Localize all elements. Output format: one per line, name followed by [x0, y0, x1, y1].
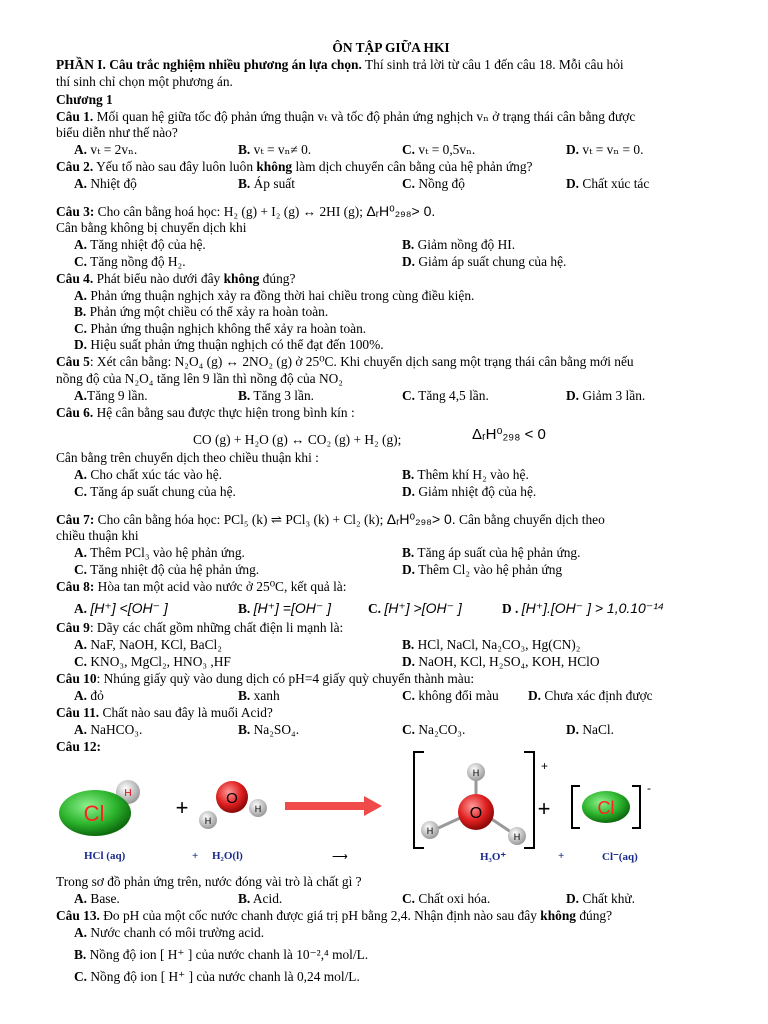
q13-text: Câu 13. Đo pH của một cốc nước chanh được giá trị pH bằng 2,4. Nhận định nào sau đây không đúng? [56, 908, 613, 923]
option-b[interactable]: B. vₜ = vₙ≠ 0. [238, 142, 312, 157]
option-d[interactable]: D. Chất khử. [566, 891, 636, 906]
option-a[interactable]: A.Tăng 9 lần. [74, 388, 148, 403]
charge-label: + [541, 759, 549, 773]
q6-text: Câu 6. Hệ cân bằng sau được thực hiện trong bình kín : [56, 405, 355, 420]
option-a[interactable]: A. [H⁺] <[OH⁻ ] [74, 600, 168, 616]
label-h3o: H₃O⁺ [480, 851, 507, 863]
option-b[interactable]: B. Nồng độ ion [ H⁺ ] của nước chanh là 10⁻²,⁴ mol/L. [74, 947, 369, 962]
q9-options-row2 [56, 654, 726, 670]
part1-heading: PHẦN I. Câu trắc nghiệm nhiều phương án lựa chọn. Thí sinh trả lời từ câu 1 đến câu 18. Mỗi câu hỏi [56, 57, 624, 72]
q12-options [56, 891, 726, 907]
option-d[interactable]: D. vₜ = vₙ = 0. [566, 142, 644, 157]
atom-label: H [426, 826, 434, 836]
option-d[interactable]: D. Giảm 3 lần. [566, 388, 646, 403]
q12-heading: Câu 12: [56, 739, 102, 754]
q8-options [56, 600, 726, 616]
option-b[interactable]: B. [H⁺] =[OH⁻ ] [238, 600, 332, 616]
atom-label: H [204, 816, 212, 826]
q6-options-row2 [56, 484, 726, 500]
option-c[interactable]: C. KNO₃, MgCl₂, HNO₃ ,HF [74, 654, 231, 669]
atom-label: H [472, 768, 480, 778]
option-b[interactable]: B. Giảm nồng độ HI. [402, 237, 516, 252]
q7-options-row2 [56, 562, 726, 578]
q2-options [56, 176, 726, 192]
option-c[interactable]: C. Nồng độ ion [ H⁺ ] của nước chanh là 0,24 mol/L. [74, 969, 360, 984]
option-a[interactable]: A. Nhiệt độ [74, 176, 137, 191]
reaction-diagram [20, 720, 680, 855]
option-d[interactable]: D. Hiệu suất phản ứng thuận nghịch có thể đạt đến 100%. [74, 337, 384, 352]
label-plus: + [192, 850, 199, 862]
q10-options [56, 688, 726, 704]
q1-text-cont: biểu diễn như thế nào? [56, 125, 178, 140]
q10-text: Câu 10: Nhúng giấy quỳ vào dung dịch có pH=4 giấy quỳ chuyển thành màu: [56, 671, 475, 686]
option-b[interactable]: B. Phản ứng một chiều có thể xảy ra hoàn toàn. [74, 304, 329, 319]
q7-text-cont: chiều thuận khi [56, 528, 139, 543]
option-c[interactable]: C. Tăng áp suất chung của hệ. [74, 484, 236, 499]
option-b[interactable]: B. Áp suất [238, 176, 295, 191]
q5-text-cont: nồng độ của N₂O₄ tăng lên 9 lần thì nồng độ của NO₂ [56, 371, 343, 386]
option-b[interactable]: B. Tăng 3 lần. [238, 388, 315, 403]
q3-options-row2 [56, 254, 726, 270]
q3-text-cont: Cân bằng không bị chuyển dịch khi [56, 220, 247, 235]
hydronium-ion [414, 752, 548, 848]
q4-text: Câu 4. Phát biểu nào dưới đây không đúng? [56, 271, 296, 286]
label-cl-minus: Cl⁻(aq) [602, 851, 638, 863]
q11-text: Câu 11. Chất nào sau đây là muối Acid? [56, 705, 273, 720]
option-c[interactable]: C. Tăng nhiệt độ của hệ phản ứng. [74, 562, 260, 577]
option-d[interactable]: D. Thêm Cl₂ vào hệ phản ứng [402, 562, 563, 577]
atom-label: O [226, 790, 238, 807]
option-c[interactable]: C. vₜ = 0,5vₙ. [402, 142, 476, 157]
q9-text: Câu 9: Dãy các chất gồm những chất điện li mạnh là: [56, 620, 344, 635]
option-b[interactable]: B. Na₂SO₄. [238, 722, 300, 737]
option-c[interactable]: C. Chất oxi hóa. [402, 891, 491, 906]
option-d[interactable]: D. Chưa xác định được [528, 688, 653, 703]
option-b[interactable]: B. xanh [238, 688, 280, 703]
q3-text: Câu 3: Cho cân bằng hoá học: H₂ (g) + I₂ (g) ↔ 2HI (g); ΔᵣH⁰₂₉₈> 0. [56, 203, 436, 219]
water-molecule [199, 781, 267, 829]
option-d[interactable]: D. Giảm áp suất chung của hệ. [402, 254, 567, 269]
atom-label: H [254, 804, 262, 814]
plus-sign: + [175, 795, 189, 820]
q5-options [56, 388, 726, 404]
q1-options [56, 142, 726, 158]
q12-text: Trong sơ đồ phản ứng trên, nước đóng vài trò là chất gì ? [56, 874, 362, 889]
bracket-left [572, 786, 580, 828]
option-c[interactable]: C. Tăng nồng độ H₂. [74, 254, 186, 269]
option-c[interactable]: C. Nồng độ [402, 176, 465, 191]
charge-label: - [647, 781, 651, 795]
option-a[interactable]: A. NaF, NaOH, KCl, BaCl₂ [74, 637, 222, 652]
hcl-molecule [59, 780, 140, 836]
option-c[interactable]: C. Tăng 4,5 lần. [402, 388, 489, 403]
option-a[interactable]: A. Tăng nhiệt độ của hệ. [74, 237, 206, 252]
q7-text: Câu 7: Cho cân bằng hóa học: PCl₅ (k) ⇌ PCl₃ (k) + Cl₂ (k); ΔᵣH⁰₂₉₈> 0. Cân bằng chuyển dịch theo [56, 511, 605, 527]
option-d[interactable]: D. NaCl. [566, 722, 615, 737]
option-a[interactable]: A. Base. [74, 891, 120, 906]
q1-text: Câu 1. Mối quan hệ giữa tốc độ phản ứng thuận vₜ và tốc độ phản ứng nghịch vₙ ở trạng thái cân bằng được [56, 109, 636, 124]
option-b[interactable]: B. HCl, NaCl, Na₂CO₃, Hg(CN)₂ [402, 637, 581, 652]
atom-label: H [124, 788, 132, 799]
part1-instruction: thí sinh chỉ chọn một phương án. [56, 74, 233, 89]
atom-label: H [513, 832, 521, 842]
option-a[interactable]: A. NaHCO₃. [74, 722, 143, 737]
option-a[interactable]: A. Nước chanh có môi trường acid. [74, 925, 265, 940]
option-b[interactable]: B. Thêm khí H₂ vào hệ. [402, 467, 529, 482]
option-c[interactable]: C. không đổi màu [402, 688, 499, 703]
option-a[interactable]: A. đỏ [74, 688, 104, 703]
plus-sign: + [537, 796, 551, 821]
q6-equation: CO (g) + H₂O (g) ↔ CO₂ (g) + H₂ (g); [193, 432, 402, 447]
option-d[interactable]: D. NaOH, KCl, H₂SO₄, KOH, HClO [402, 654, 600, 669]
label-hcl: HCl (aq) [84, 850, 126, 862]
option-a[interactable]: A. Thêm PCl₃ vào hệ phản ứng. [74, 545, 245, 560]
atom-label: Cl [597, 798, 615, 818]
q6-text-cont: Cân bằng trên chuyển dịch theo chiều thuận khi : [56, 450, 319, 465]
chapter-heading: Chương 1 [56, 92, 113, 107]
q5-text: Câu 5: Xét cân bằng: N₂O₄ (g) ↔ 2NO₂ (g) ở 25⁰C. Khi chuyển dịch sang một trạng thái cân bằng mới nếu [56, 354, 634, 369]
option-d[interactable]: D . [H⁺].[OH⁻ ] > 1,0.10⁻¹⁴ [502, 600, 664, 616]
label-arrow: ⟶ [332, 851, 348, 863]
label-plus: + [558, 850, 565, 862]
reaction-labels [26, 850, 666, 864]
q2-text: Câu 2. Yếu tố nào sau đây luôn luôn không làm dịch chuyển cân bằng của hệ phản ứng? [56, 159, 533, 174]
option-a[interactable]: A. Cho chất xúc tác vào hệ. [74, 467, 223, 482]
reaction-arrow-icon [285, 796, 382, 816]
option-b[interactable]: B. Acid. [238, 891, 283, 906]
page-title: ÔN TẬP GIỮA HKI [332, 40, 450, 55]
option-c[interactable]: C. [H⁺] >[OH⁻ ] [368, 600, 462, 616]
label-h2o: H₂O(l) [212, 850, 243, 862]
option-d[interactable]: D. Giảm nhiệt độ của hệ. [402, 484, 537, 499]
q9-options-row1 [56, 637, 726, 653]
q3-options-row1 [56, 237, 726, 253]
option-a[interactable]: A. vₜ = 2vₙ. [74, 142, 138, 157]
option-d[interactable]: D. Chất xúc tác [566, 176, 650, 191]
option-a[interactable]: A. Phản ứng thuận nghịch xảy ra đồng thời hai chiều trong cùng điều kiện. [74, 288, 475, 303]
chloride-ion [572, 781, 651, 828]
atom-label: Cl [83, 801, 105, 826]
bracket-right [632, 786, 640, 828]
q7-options-row1 [56, 545, 726, 561]
option-c[interactable]: C. Na₂CO₃. [402, 722, 466, 737]
q6-enthalpy: ΔᵣH⁰₂₉₈ < 0 [472, 426, 546, 443]
option-c[interactable]: C. Phản ứng thuận nghịch không thể xảy ra hoàn toàn. [74, 321, 367, 336]
q8-text: Câu 8: Hòa tan một acid vào nước ở 25⁰C, kết quả là: [56, 579, 347, 594]
option-b[interactable]: B. Tăng áp suất của hệ phản ứng. [402, 545, 581, 560]
q6-options-row1 [56, 467, 726, 483]
atom-label: O [469, 805, 483, 822]
